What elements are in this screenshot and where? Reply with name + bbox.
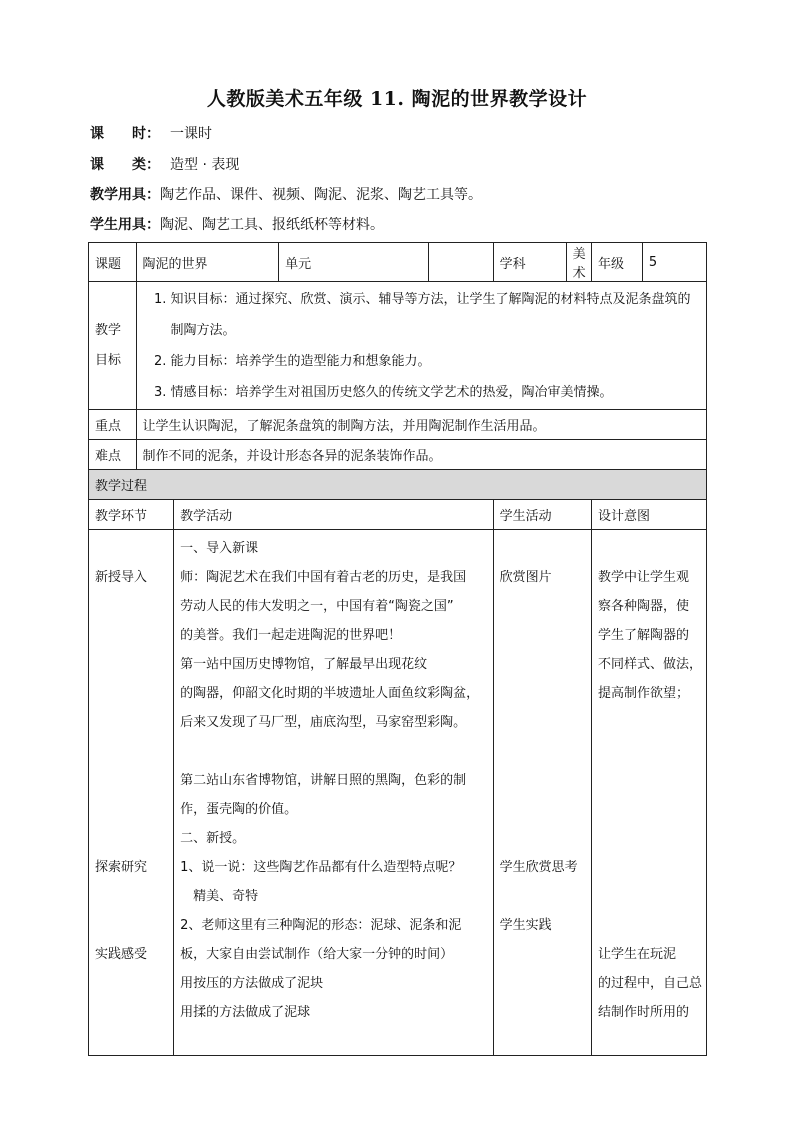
meta-lesson: 课 时： 一课时 (90, 126, 212, 142)
stage-label: 探索研究 (95, 860, 148, 875)
grade-label: 年级 (591, 243, 642, 282)
activity-line: 板，大家自由尝试制作（给大家一分钟的时间） (180, 947, 454, 962)
intent-line: 让学生在玩泥 (597, 947, 676, 962)
meta-teacher-tools: 教学用具：陶艺作品、课件、视频、陶泥、泥浆、陶艺工具等。 (90, 187, 482, 203)
meta-type: 课 类： 造型 · 表现 (90, 157, 240, 173)
intent-line: 教学中让学生观 (597, 570, 689, 585)
goal-item: 1. 知识目标：通过探究、欣赏、演示、辅导等方法，让学生了解陶泥的材料特点及泥条盘筑的制陶方法。 (171, 284, 700, 346)
col-stage: 教学环节 (89, 500, 174, 530)
activity-line: 第一站中国历史博物馆，了解最早出现花纹 (180, 657, 428, 672)
meta-student-tools: 学生用具：陶泥、陶艺工具、报纸纸杯等材料。 (90, 217, 384, 233)
goals-content (136, 282, 706, 410)
intent-cell (591, 530, 706, 1056)
topic-label: 课题 (89, 243, 137, 282)
activity-line: 用按压的方法做成了泥块 (180, 976, 324, 991)
activity-line: 第二站山东省博物馆，讲解日照的黑陶，色彩的制 (180, 773, 467, 788)
activity-line: 2、老师这里有三种陶泥的形态：泥球、泥条和泥 (180, 918, 462, 933)
col-intent: 设计意图 (591, 500, 706, 530)
activity-line: 的陶器，仰韶文化时期的半坡遗址人面鱼纹彩陶盆， (180, 686, 480, 701)
difficulty-row (89, 440, 707, 470)
goals-row (89, 282, 707, 410)
subject-value: 美术 (566, 243, 591, 282)
unit-value (429, 243, 493, 282)
key-point-row (89, 410, 707, 440)
col-activity: 教学活动 (174, 500, 493, 530)
activity-line: 作，蛋壳陶的价值。 (180, 802, 298, 817)
intent-line: 结制作时所用的 (597, 1005, 689, 1020)
student-activity: 学生欣赏思考 (499, 860, 578, 875)
activity-cell (174, 530, 493, 1056)
stage-label: 新授导入 (95, 570, 148, 585)
stage-label: 实践感受 (95, 947, 148, 962)
grade-value: 5 (642, 243, 706, 282)
col-student: 学生活动 (493, 500, 591, 530)
info-row (89, 243, 707, 282)
lesson-table (88, 242, 707, 1056)
topic-value: 陶泥的世界 (136, 243, 279, 282)
intent-line: 学生了解陶器的 (597, 628, 689, 643)
difficulty-label: 难点 (89, 440, 137, 470)
stage-cell (89, 530, 174, 1056)
process-header-row (89, 470, 707, 500)
student-activity: 欣赏图片 (499, 570, 552, 585)
unit-label: 单元 (279, 243, 429, 282)
student-activity: 学生实践 (499, 918, 552, 933)
subject-label: 学科 (493, 243, 566, 282)
activity-line: 劳动人民的伟大发明之一，中国有着“陶瓷之国” (180, 599, 454, 614)
intent-line: 察各种陶器，使 (597, 599, 689, 614)
activity-line: 1、说一说：这些陶艺作品都有什么造型特点呢？ (180, 860, 462, 875)
activity-line: 一、导入新课 (180, 541, 259, 556)
goal-item: 2. 能力目标：培养学生的造型能力和想象能力。 (171, 346, 700, 377)
key-point-value: 让学生认识陶泥，了解泥条盘筑的制陶方法，并用陶泥制作生活用品。 (136, 410, 706, 440)
process-columns-row (89, 500, 707, 530)
intent-line: 提高制作欲望； (597, 686, 689, 701)
activity-line: 用揉的方法做成了泥球 (180, 1005, 311, 1020)
intent-line: 的过程中，自己总 (597, 976, 702, 991)
difficulty-value: 制作不同的泥条，并设计形态各异的泥条装饰作品。 (136, 440, 706, 470)
document-title: 人教版美术五年级 11. 陶泥的世界教学设计 (206, 88, 588, 110)
activity-line: 师：陶泥艺术在我们中国有着古老的历史，是我国 (180, 570, 467, 585)
process-header: 教学过程 (89, 470, 707, 500)
activity-line: 二、新授。 (180, 831, 246, 846)
student-activity-cell (493, 530, 591, 1056)
process-body-row (89, 530, 707, 1056)
activity-line: 的美誉。我们一起走进陶泥的世界吧！ (180, 628, 402, 643)
intent-line: 不同样式、做法， (597, 657, 702, 672)
goals-label: 教学 目标 (89, 282, 137, 410)
activity-line: 精美、奇特 (180, 889, 259, 904)
key-point-label: 重点 (89, 410, 137, 440)
activity-line: 后来又发现了马厂型，庙底沟型，马家窑型彩陶。 (180, 715, 467, 730)
goal-item: 3. 情感目标：培养学生对祖国历史悠久的传统文学艺术的热爱，陶冶审美情操。 (171, 377, 700, 408)
